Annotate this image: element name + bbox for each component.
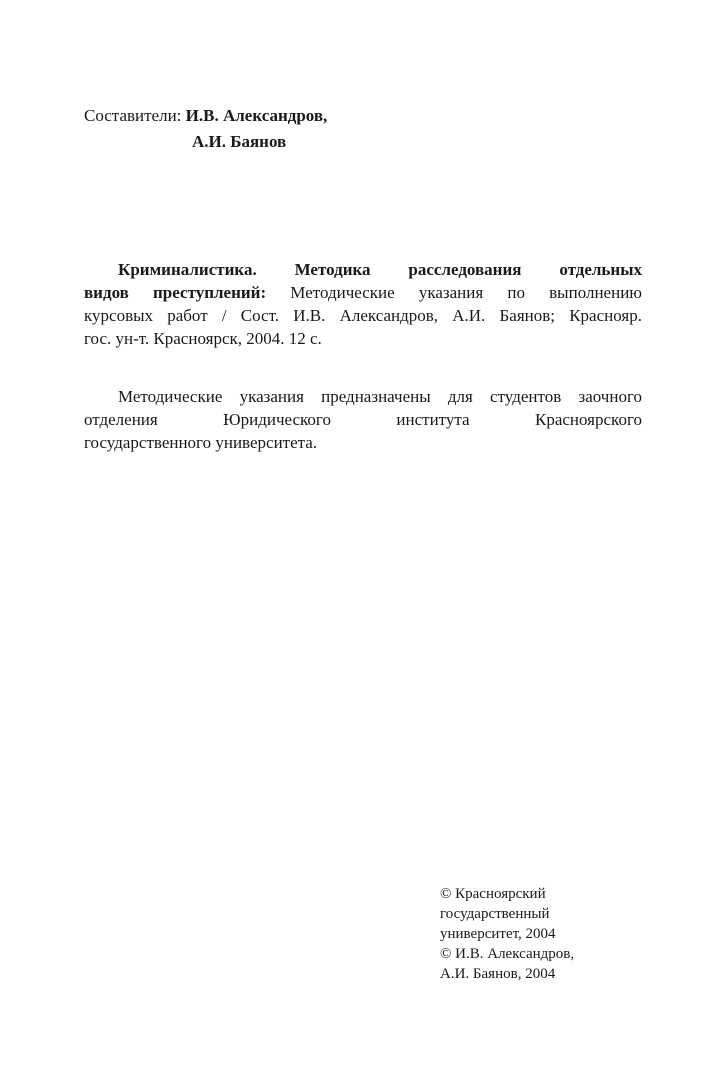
compilers-label: Составители: xyxy=(84,106,182,125)
copyright-line-4: © И.В. Александров, xyxy=(440,946,575,962)
annotation-line-1: Методические указания предназначены для студентов заочного xyxy=(118,387,642,406)
compiler-name-2: А.И. Баянов xyxy=(192,132,287,151)
compilers-row-1 xyxy=(84,103,327,129)
copyright-block xyxy=(440,884,574,984)
compilers-block xyxy=(84,103,327,155)
bibliographic-description xyxy=(84,258,642,350)
biblio-line-2-bold: видов преступлений: xyxy=(84,283,267,302)
annotation-line-2: отделения Юридического института Красноярского xyxy=(84,410,642,429)
compilers-row-2 xyxy=(84,129,327,155)
compiler-name-1: И.В. Александров, xyxy=(185,106,328,125)
copyright-line-5: А.И. Баянов, 2004 xyxy=(440,966,556,982)
annotation-line-3: государственного университета. xyxy=(84,433,318,452)
biblio-line-1: Криминалистика. Методика расследования отдельных xyxy=(118,260,642,279)
biblio-line-3: курсовых работ / Сост. И.В. Александров, А.И. Баянов; Краснояр. xyxy=(84,306,642,325)
biblio-line-4: гос. ун-т. Красноярск, 2004. 12 с. xyxy=(84,329,322,348)
copyright-line-3: университет, 2004 xyxy=(440,926,556,942)
biblio-line-2 xyxy=(84,281,642,304)
copyright-line-1: © Красноярский xyxy=(440,886,546,902)
annotation xyxy=(84,385,642,454)
biblio-line-2-rest: Методические указания по выполнению xyxy=(266,283,642,302)
copyright-line-2: государственный xyxy=(440,906,550,922)
